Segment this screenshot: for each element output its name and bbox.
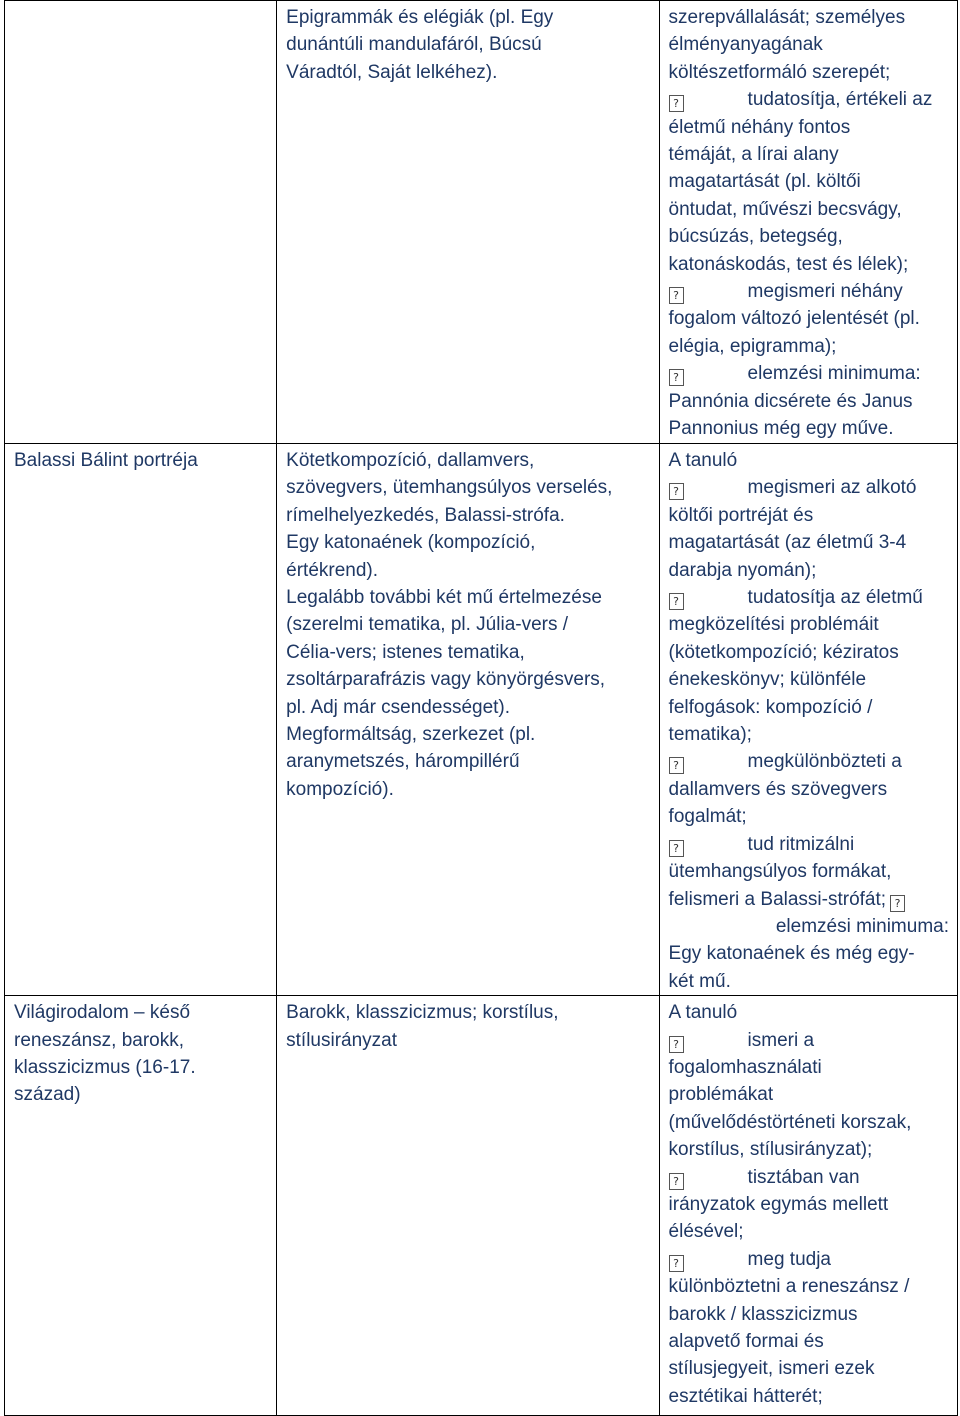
text-line: stílusirányzat <box>286 1029 398 1051</box>
text-line: megismeri az alkotó <box>747 477 917 499</box>
curriculum-table <box>4 0 958 1416</box>
text-line: elemzési minimuma: <box>747 363 921 385</box>
bullet-placeholder-icon: ? <box>669 840 684 857</box>
text-line: búcsúzás, betegség, <box>668 226 843 248</box>
list-item <box>669 278 949 305</box>
text-line: tud ritmizálni <box>747 833 855 855</box>
table-row <box>5 1 958 444</box>
text-line: barokk / klasszicizmus <box>668 1303 858 1325</box>
text-line: tudatosítja, értékeli az <box>747 89 933 111</box>
text-line: Világirodalom – késő <box>14 1002 191 1024</box>
text-line: Váradtól, Saját lelkéhez). <box>286 61 498 83</box>
list-item <box>669 831 949 858</box>
text-line: élésével; <box>668 1221 744 1243</box>
text-line: dunántúli mandulafáról, Búcsú <box>286 34 542 56</box>
text-line: Pannónia dicsérete és Janus <box>668 390 913 412</box>
topic-title: Balassi Bálint portréja <box>14 450 198 471</box>
text-line: megismeri néhány <box>747 281 903 303</box>
list-item <box>669 1164 949 1191</box>
topic-cell <box>5 444 277 996</box>
text-line: század) <box>14 1084 81 1106</box>
text-line: pl. Adj már csendességet). <box>286 696 511 718</box>
text-line: felfogások: kompozíció / <box>668 696 873 718</box>
text-line: A tanuló <box>668 1002 738 1024</box>
bullet-placeholder-icon: ? <box>669 593 684 610</box>
text-line: öntudat, művészi becsvágy, <box>668 198 902 220</box>
bullet-placeholder-icon: ? <box>669 287 684 304</box>
text-line: fogalomhasználati <box>668 1056 822 1078</box>
text-line: Egy katonaének és még egy- <box>668 943 915 965</box>
text-line: dallamvers és szövegvers <box>668 778 888 800</box>
list-item <box>669 1027 949 1054</box>
text-line: életmű néhány fontos <box>668 116 851 138</box>
text-line: kompozíció). <box>286 778 394 800</box>
text-line: tematika); <box>668 724 752 746</box>
text-line: (művelődéstörténeti korszak, <box>668 1111 912 1133</box>
text-line: reneszánsz, barokk, <box>14 1029 185 1051</box>
text-line: ütemhangsúlyos formákat, <box>668 861 892 883</box>
content-cell <box>277 1 659 444</box>
text-line: alapvető formai és <box>668 1331 824 1352</box>
text-line: különböztetni a reneszánsz / <box>668 1276 910 1298</box>
text-line: zsoltárparafrázis vagy könyörgésvers, <box>286 669 606 691</box>
text-line: Kötetkompozíció, dallamvers, <box>286 450 535 471</box>
text-line: Legalább további két mű értelmezése <box>286 587 602 609</box>
outcome-cell <box>659 444 957 996</box>
list-item <box>669 360 949 387</box>
text-line: elemzési minimuma: <box>775 915 949 937</box>
text-line: Epigrammák és elégiák (pl. Egy <box>286 7 554 28</box>
list-item <box>669 584 949 611</box>
list-item <box>669 474 949 501</box>
text-line: témáját, a lírai alany <box>668 144 839 166</box>
text-line: felismeri a Balassi-strófát; <box>668 888 887 910</box>
text-line: magatartását (pl. költői <box>668 171 861 193</box>
bullet-placeholder-icon: ? <box>669 95 684 112</box>
content-cell <box>277 996 659 1416</box>
text-line: fogalmát; <box>668 806 747 828</box>
content-cell <box>277 444 659 996</box>
bullet-placeholder-icon: ? <box>890 895 905 912</box>
text-line: esztétikai hátterét; <box>668 1385 823 1407</box>
text-line: problémákat <box>668 1084 774 1106</box>
text-line: (szerelmi tematika, pl. Júlia-vers / <box>286 614 569 636</box>
text-line: értékrend). <box>286 559 379 581</box>
text-line: megközelítési problémáit <box>668 614 879 636</box>
topic-cell <box>5 1 277 444</box>
text-line: két mű. <box>668 970 731 992</box>
topic-cell <box>5 996 277 1416</box>
bullet-placeholder-icon: ? <box>669 1173 684 1190</box>
text-line: költői portréját és <box>668 504 814 526</box>
text-line: fogalom változó jelentését (pl. <box>668 308 920 330</box>
text-line: irányzatok egymás mellett <box>668 1193 889 1215</box>
bullet-placeholder-icon: ? <box>669 757 684 774</box>
text-line: megkülönbözteti a <box>747 751 902 773</box>
text-line: Célia-vers; istenes tematika, <box>286 641 525 663</box>
text-line: Barokk, klasszicizmus; korstílus, <box>286 1002 559 1024</box>
table-row <box>5 444 958 996</box>
text-line: költészetformáló szerepét; <box>668 61 891 83</box>
list-item <box>669 86 949 113</box>
text-line: elégia, epigramma); <box>668 335 837 357</box>
text-line: énekeskönyv; különféle <box>668 669 867 691</box>
text-line: tudatosítja az életmű <box>747 587 923 609</box>
text-line: rímelhelyezkedés, Balassi-strófa. <box>286 504 565 526</box>
text-line: (kötetkompozíció; kéziratos <box>668 641 899 663</box>
text-line: korstílus, stílusirányzat); <box>668 1139 873 1161</box>
list-item <box>669 748 949 775</box>
text-line: Pannonius még egy műve. <box>668 418 894 440</box>
text-line: magatartását (az életmű 3-4 <box>668 532 907 554</box>
table-row <box>5 996 958 1416</box>
text-line: szövegvers, ütemhangsúlyos verselés, <box>286 477 613 499</box>
text-line: A tanuló <box>668 450 738 471</box>
text-line: klasszicizmus (16-17. <box>14 1056 196 1078</box>
text-line: stílusjegyeit, ismeri ezek <box>668 1358 875 1380</box>
text-line: meg tudja <box>747 1248 831 1270</box>
text-line: szerepvállalását; személyes <box>668 7 906 28</box>
text-line: aranymetszés, hárompillérű <box>286 751 520 773</box>
bullet-placeholder-icon: ? <box>669 483 684 500</box>
text-line: élményanyagának <box>668 34 823 56</box>
text-line: Egy katonaének (kompozíció, <box>286 532 536 554</box>
bullet-placeholder-icon: ? <box>669 1255 684 1272</box>
text-line: tisztában van <box>747 1166 860 1188</box>
list-item <box>669 1246 949 1273</box>
text-line: katonáskodás, test és lélek); <box>668 253 909 275</box>
text-line: darabja nyomán); <box>668 559 817 581</box>
list-item <box>669 886 949 913</box>
text-line: ismeri a <box>747 1029 815 1051</box>
outcome-cell <box>659 1 957 444</box>
text-line: Megformáltság, szerkezet (pl. <box>286 724 536 746</box>
outcome-cell <box>659 996 957 1416</box>
bullet-placeholder-icon: ? <box>669 1036 684 1053</box>
bullet-placeholder-icon: ? <box>669 369 684 386</box>
